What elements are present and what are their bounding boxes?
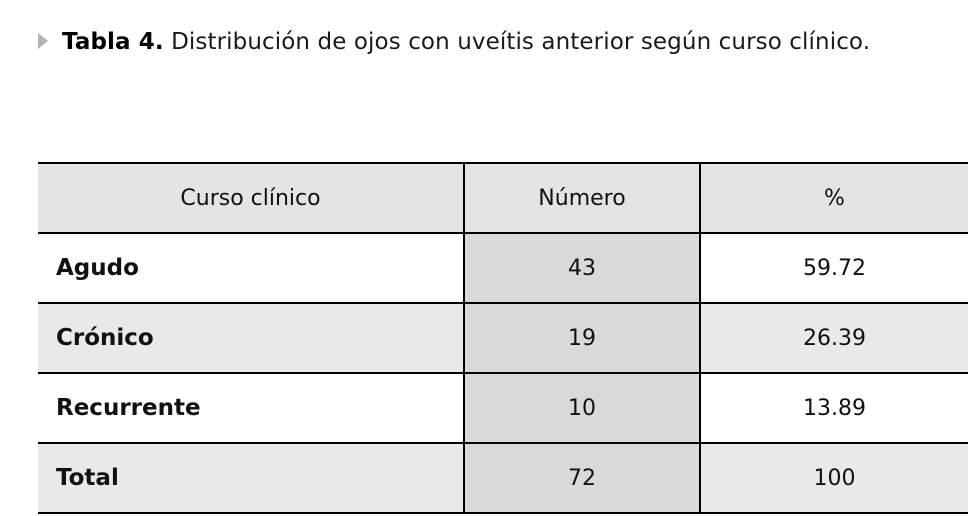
data-table [38,162,968,514]
table-row [38,373,968,443]
table-header [38,163,968,233]
cell-numero: 19 [464,303,700,373]
column-header-porcentaje: % [700,163,968,233]
table-container [38,162,968,514]
cell-curso: Total [38,443,464,513]
cell-numero: 10 [464,373,700,443]
table-caption [38,26,938,59]
table-row [38,443,968,513]
caption-label: Tabla 4. [62,29,164,55]
cell-porcentaje: 100 [700,443,968,513]
column-header-curso: Curso clínico [38,163,464,233]
cell-curso: Recurrente [38,373,464,443]
table-row [38,303,968,373]
column-header-numero: Número [464,163,700,233]
table-body [38,233,968,513]
cell-numero: 72 [464,443,700,513]
table-header-row [38,163,968,233]
cell-porcentaje: 59.72 [700,233,968,303]
cell-curso: Crónico [38,303,464,373]
cell-curso: Agudo [38,233,464,303]
cell-porcentaje: 26.39 [700,303,968,373]
cell-porcentaje: 13.89 [700,373,968,443]
cell-numero: 43 [464,233,700,303]
table-row [38,233,968,303]
triangle-right-icon [38,33,48,49]
caption-text: Distribución de ojos con uveítis anterior según curso clínico. [163,29,871,55]
